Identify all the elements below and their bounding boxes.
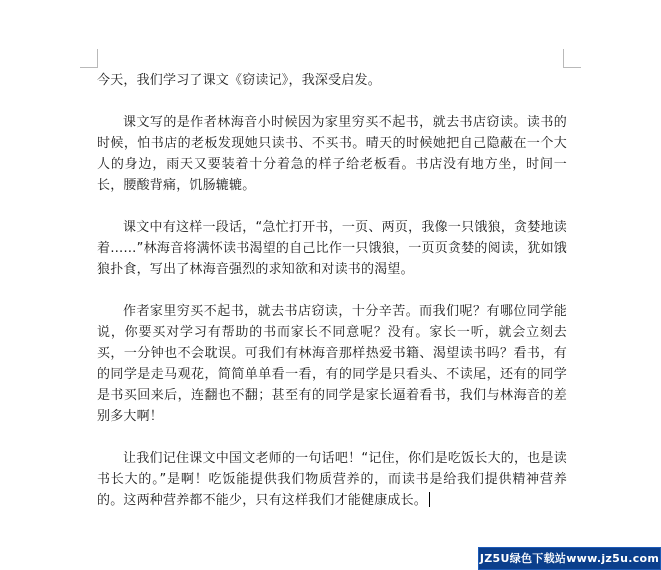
document-body[interactable]: [97, 70, 567, 511]
paragraph-reflection[interactable]: 作者家里穷买不起书，就去书店窃读，十分辛苦。而我们呢？有哪位同学能说，你要买对学习有帮助的书而家长不同意呢？没有。家长一听，就会立刻去买，一分钟也不会耽误。可我们有林海音那样热爱书籍、渴望读书吗？看书，有的同学是走马观花，简简单单看一看，有的同学是只看头、不读尾，还有的同学是书买回来后，连翻也不翻；甚至有的同学是家长逼着看书，我们与林海音的差别多大啊！: [97, 304, 567, 424]
paragraph-conclusion[interactable]: [97, 448, 567, 511]
crop-mark-top-left: [97, 49, 98, 68]
paragraph-summary[interactable]: 课文写的是作者林海音小时候因为家里穷买不起书，就去书店窃读。读书的时候，怕书店的老板发现她只读书、不买书。晴天的时候她把自己隐蔽在一个大人的身边，雨天又要装着十分着急的样子给老板看。书店没有地方坐，时间一长，腰酸背痛，饥肠辘辘。: [97, 115, 567, 193]
text-cursor: [429, 492, 430, 507]
crop-mark-top-left: [80, 67, 98, 68]
crop-mark-top-right: [563, 67, 581, 68]
paragraph-quote[interactable]: 课文中有这样一段话，“急忙打开书，一页、两页，我像一只饿狼，贪婪地读着……”林海音将满怀读书渴望的自己比作一只饿狼，一页页贪婪的阅读，犹如饿狼扑食，写出了林海音强烈的求知欲和对读书的渴望。: [97, 220, 567, 277]
crop-mark-top-right: [563, 49, 564, 68]
paragraph-intro[interactable]: 今天，我们学习了课文《窃读记》，我深受启发。: [97, 73, 381, 88]
site-watermark: JZ5U绿色下载站www.jz5u.com: [478, 547, 661, 570]
paragraph-conclusion-text: 让我们记住课文中国文老师的一句话吧！“记住，你们是吃饭长大的，也是读书长大的。”是啊！吃饭能提供我们物质营养的，而读书是给我们提供精神营养的。这两种营养都不能少，只有这样我们才能健康成长。: [97, 451, 567, 508]
